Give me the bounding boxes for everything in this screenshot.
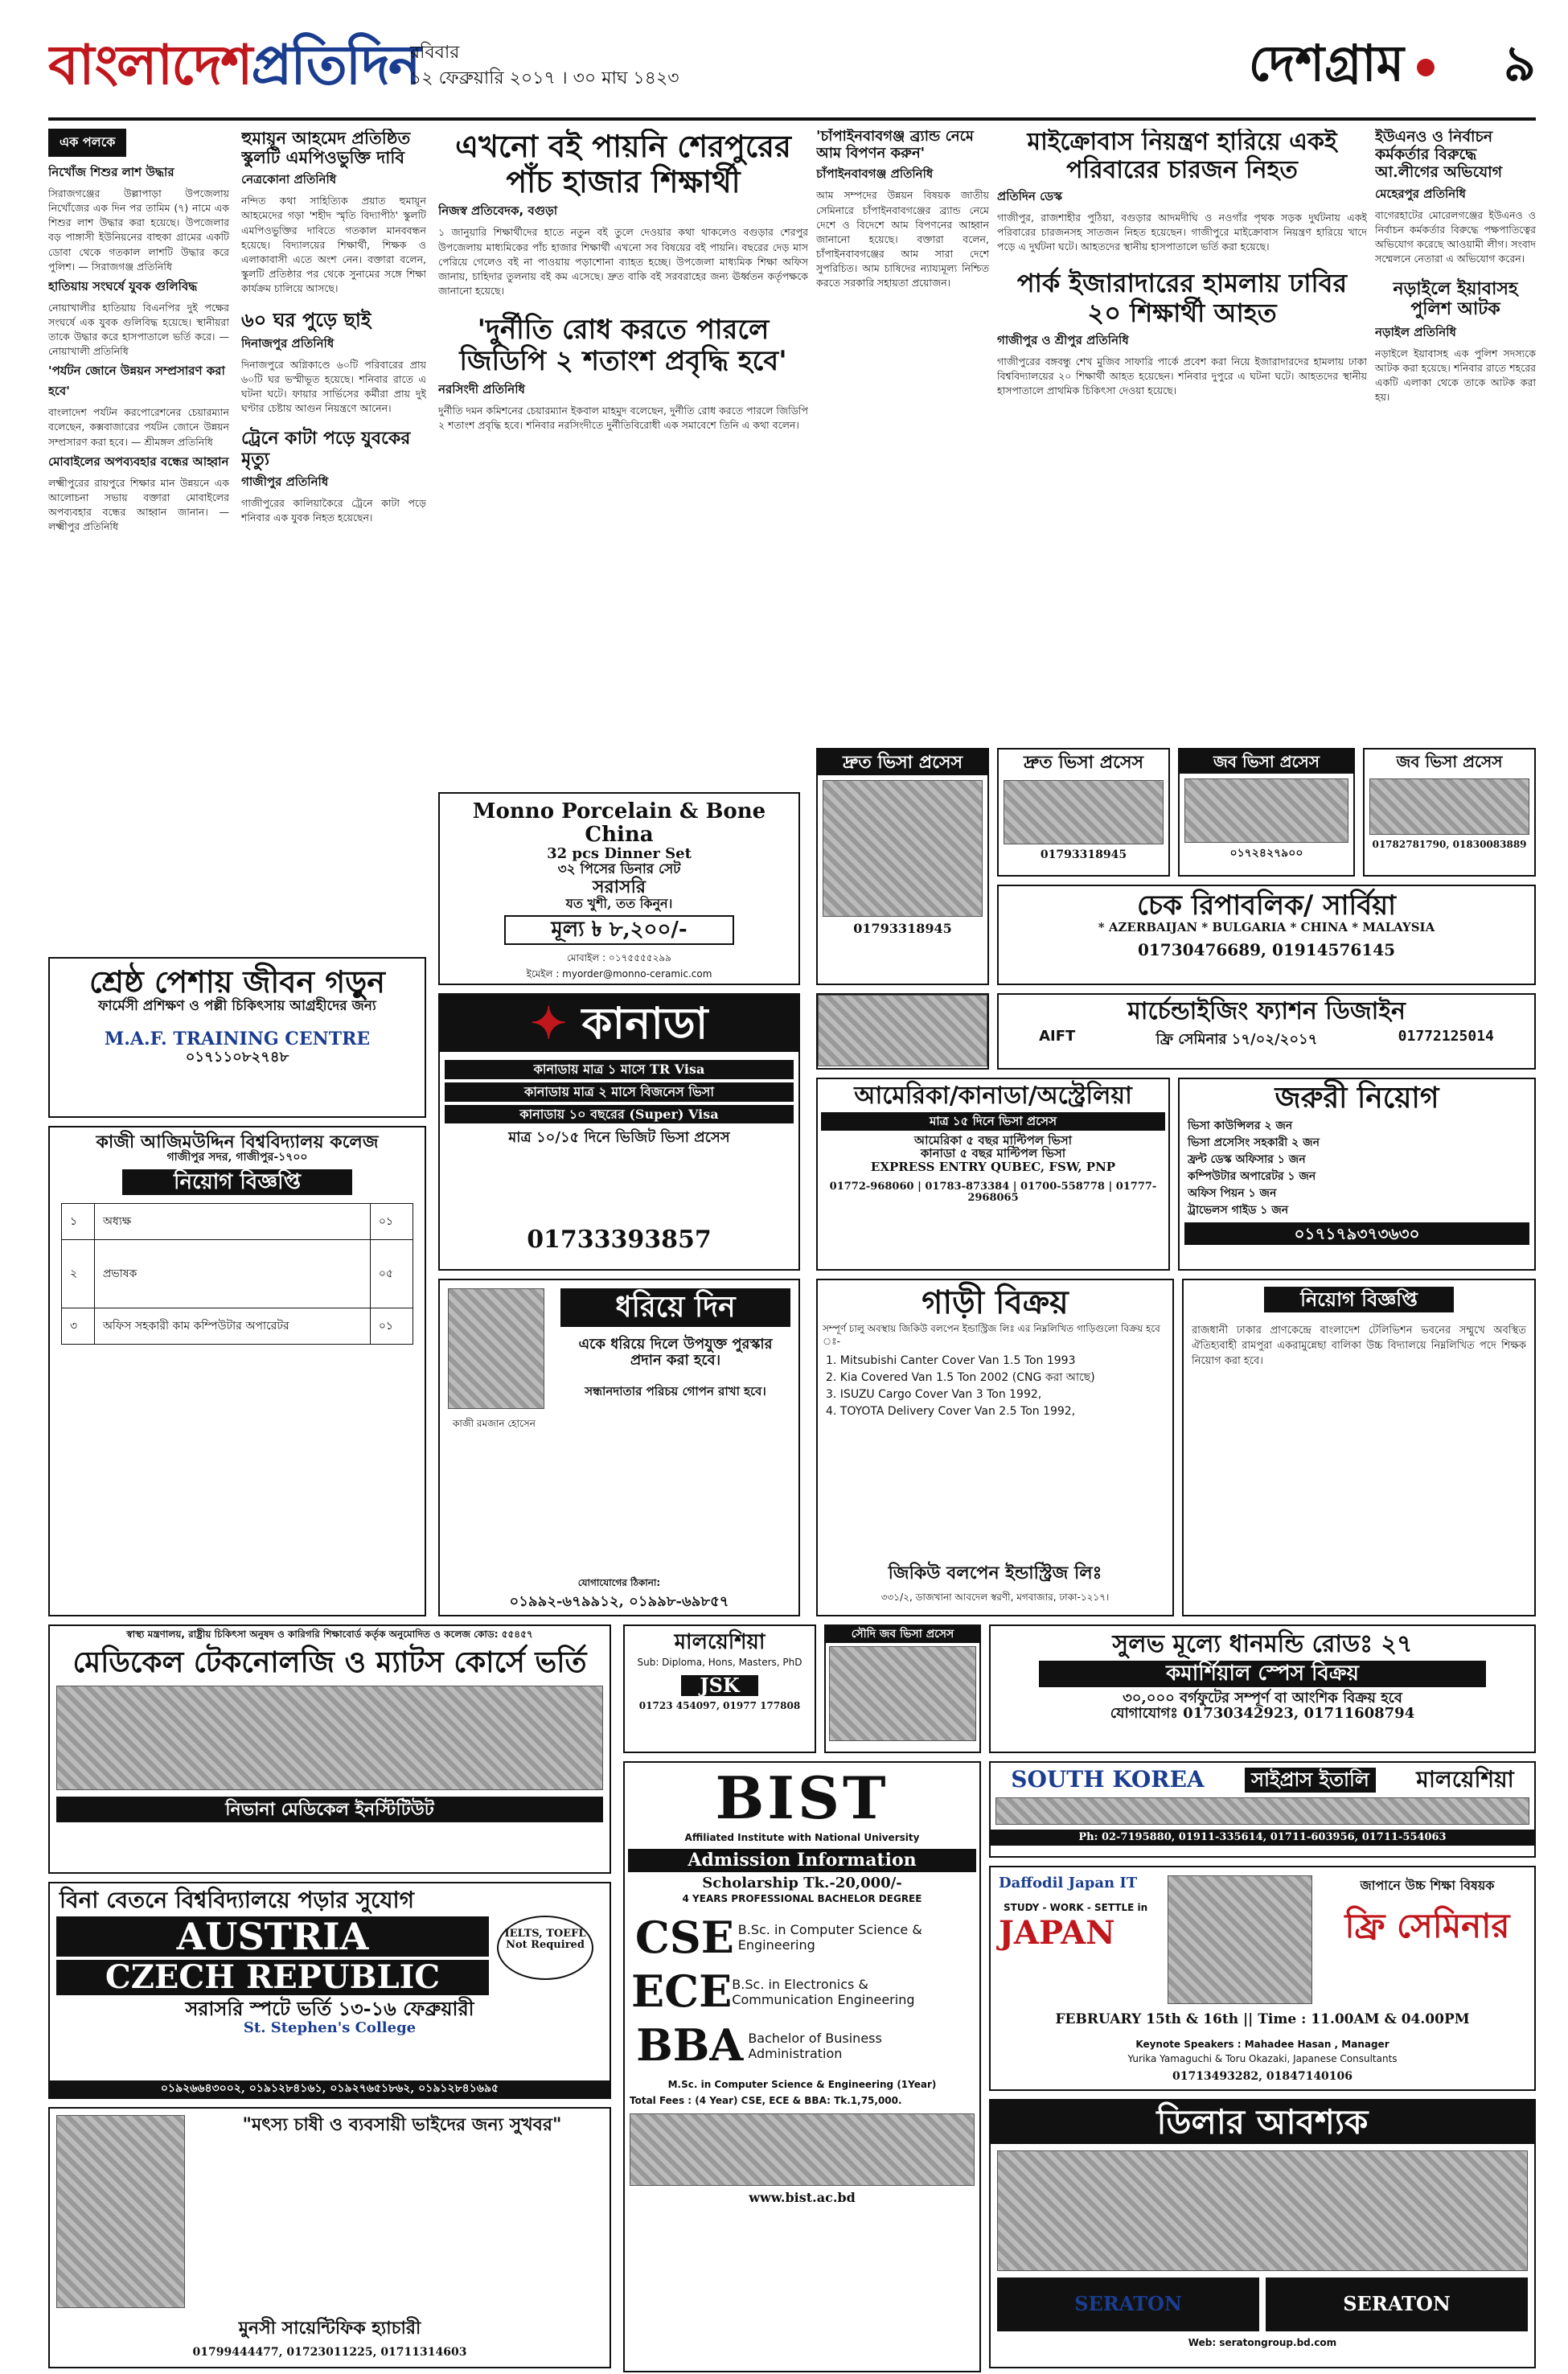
headline[interactable]: নড়াইলে ইয়াবাসহ পুলিশ আটক (1393, 278, 1518, 320)
table-row (61, 1308, 413, 1345)
ad-line: সরাসরি (593, 876, 646, 897)
table-cell: ১ (61, 1204, 94, 1240)
ad-details (997, 2150, 1528, 2271)
table-cell: ২ (61, 1240, 94, 1308)
ad-image (1004, 780, 1164, 844)
headline[interactable]: মাইক্রোবাস নিয়ন্ত্রণ হারিয়ে একই পরিবারের চারজন নিহত (1027, 129, 1337, 184)
ad-country: AUSTRIA (56, 1916, 489, 1957)
briefs-column (48, 129, 229, 941)
news-column-3 (438, 129, 808, 780)
program-row[interactable] (631, 1965, 973, 2017)
headline[interactable]: ৬০ ঘর পুড়ে ছাই (241, 308, 371, 332)
ad-title: গাড়ী বিক্রয় (922, 1284, 1069, 1321)
headline[interactable]: ইউএনও ও নির্বাচন কর্মকর্তার বিরুদ্ধে আ.লীগের অভিযোগ (1375, 129, 1503, 181)
byline: মেহেরপুর প্রতিনিধি (1375, 186, 1466, 201)
ad-address: ৩৩১/২, ডাজখানা আবদেল স্বরণী, মগবাজার, ঢাকা-১২১৭। (880, 1591, 1110, 1603)
ad-speakers: Keynote Speakers : Mahadee Hasan , Manager (1135, 2039, 1389, 2050)
ad-phone: 01713493282, 01847140106 (1172, 2069, 1353, 2083)
study-abroad-ad[interactable] (989, 1761, 1536, 1858)
job-line: কম্পিউটার অপারেটর ১ জন (1188, 1169, 1316, 1183)
pharmacy-training-ad[interactable] (48, 957, 426, 1118)
ad-line: যত খুশী, তত কিনুন। (565, 895, 673, 911)
ad-phone: ০১৯২৬৬৪৩০০২, ০১৯১২৮৪১৬১, ০১৯২৭৬৫১৮৬২, ০১৯১২৮৪১৬৯৫ (50, 2080, 610, 2097)
ad-title: আমেরিকা/কানাডা/অস্ট্রেলিয়া (854, 1082, 1132, 1110)
article-body: দিনাজপুরে অগ্নিকাণ্ডে ৬০টি পরিবারের প্রায় ৬০টি ঘর ভস্মীভূত হয়েছে। শনিবার রাতে এ ঘটনা ঘটে। ফায়ার সার্ভিসের কর্মীরা প্রায় দুই ঘণ্টার চেষ্টায় আগুন নিয়ন্ত্রণে আনেন। (241, 358, 426, 415)
ad-details (56, 1686, 603, 1790)
ad-org: AIFT (1039, 1028, 1076, 1045)
table-cell: অফিস সহকারী কাম কম্পিউটার অপারেটর (94, 1308, 370, 1345)
job-line: অফিস পিয়ন ১ জন (1188, 1186, 1277, 1200)
ad-intro: সম্পূর্ণ চালু অবস্থায় জিকিউ বলপেন ইন্ডাস্ট্রিজ লিঃ এর নিম্নলিখিত গাড়িগুলো বিক্রয় হবে ঃ- (823, 1323, 1160, 1348)
vehicle-sale-ad[interactable] (816, 1279, 1174, 1616)
ad-college: St. Stephen's College (243, 2019, 417, 2036)
ad-phone: 01799444477, 01723011225, 01711314603 (192, 2345, 467, 2359)
ad-brand: Monno Porcelain & Bone China (472, 799, 766, 847)
ad-visa-2[interactable] (997, 748, 1170, 877)
ad-area: ৩০,০০০ বর্গফুটের সম্পূর্ণ বা আংশিক বিক্রয় হবে (1123, 1689, 1402, 1707)
small-ad[interactable] (816, 993, 989, 1070)
ad-sub: একে ধরিয়ে দিলে উপযুক্ত পুরস্কার প্রদান করা হবে। (578, 1336, 773, 1369)
contact-label: যোগাযোগের ঠিকানা: (577, 1576, 661, 1588)
ad-title: ডিলার আবশ্যক (991, 2101, 1534, 2144)
ad-title: সুলভ মূল্যে ধানমন্ডি রোডঃ ২৭ (1112, 1630, 1413, 1658)
check-republic-ad[interactable] (997, 885, 1536, 985)
headline[interactable]: ট্রেনে কাটা পড়ে যুবকের মৃত্যু (241, 428, 411, 470)
byline: নিজস্ব প্রতিবেদক, বগুড়া (438, 203, 558, 219)
wanted-notice-ad[interactable] (438, 1279, 800, 1616)
news-column-6 (1375, 129, 1536, 740)
ad-country: SOUTH KOREA (1011, 1766, 1205, 1793)
ad-title: মালয়েশিয়া (674, 1630, 766, 1654)
ad-years: 4 YEARS PROFESSIONAL BACHELOR DEGREE (682, 1893, 922, 1905)
ad-visa-3[interactable] (1178, 748, 1355, 877)
ad-title: জব ভিসা প্রসেস (1396, 752, 1503, 771)
byline: দিনাজপুর প্রতিনিধি (241, 335, 335, 351)
logo-part1: বাংলাদেশ (48, 33, 252, 97)
ad-title: চেক রিপাবলিক/ সার্বিয়া (1136, 889, 1397, 922)
ad-phone: 01733393857 (527, 1226, 712, 1254)
product-image: SERATON (997, 2277, 1259, 2331)
brief-title: মোবাইলের অপব্যবহার বন্ধের আহ্বান (48, 454, 229, 469)
ad-title: কাজী আজিমউদ্দিন বিশ্ববিদ্যালয় কলেজ (96, 1132, 379, 1152)
ad-line: আমেরিকা ৫ বছর মাল্টিপল ভিসা (913, 1132, 1073, 1148)
ad-tag: STUDY - WORK - SETTLE in (1004, 1902, 1148, 1913)
ad-line: কানাডায় মাত্র ১ মাসে TR Visa (445, 1060, 794, 1079)
byline: গাজীপুর প্রতিনিধি (241, 474, 329, 489)
maple-leaf-icon: ✦ (530, 997, 567, 1049)
ad-phone: মোবাইল : ০১৭৫৫৫৫২৯৯ (567, 952, 671, 964)
headline[interactable]: 'দুর্নীতি রোধ করতে পারলে জিডিপি ২ শতাংশ প্রবৃদ্ধি হবে' (459, 314, 787, 378)
ad-org: নিভানা মেডিকেল ইনস্টিটিউট (56, 1797, 603, 1822)
ad-country: সাইপ্রাস ইতালি (1245, 1768, 1376, 1793)
ad-title: মেডিকেল টেকনোলজি ও ম্যাটস কোর্সে ভর্তি (72, 1645, 587, 1680)
byline: নরসিংদী প্রতিনিধি (438, 382, 525, 397)
page-number: ৯ (1503, 34, 1536, 92)
medical-technology-ad[interactable] (48, 1624, 611, 1874)
brief-body: সিরাজগঞ্জের উল্লাপাড়া উপজেলায় নিখোঁজের এক দিন পর তামিম (৭) নামে এক শিশুর লাশ উদ্ধার করা হয়েছে। উপজেলার বড় পাঙ্গাসী ইউনিয়নের বাহুকা গ্রামের একটি ডোবা থেকে গতকাল লাশটি উদ্ধার করে পুলিশ। — সিরাজগঞ্জ প্রতিনিধি (48, 187, 229, 273)
table-cell: ৩ (61, 1308, 94, 1345)
ad-phone: 01730476689, 01914576145 (1137, 939, 1396, 959)
bist-admission-ad[interactable] (623, 1761, 981, 2372)
ad-msc: M.Sc. in Computer Science & Engineering (1Year) (667, 2078, 937, 2090)
ad-phone: ০১৭১৭৯৩৭৩৬৩০ (1184, 1222, 1529, 1245)
ad-title: শ্রেষ্ঠ পেশায় জীবন গড়ুন (88, 963, 385, 1000)
product-image: SERATON (1266, 2277, 1528, 2331)
school-recruitment-ad[interactable] (1182, 1279, 1536, 1616)
ad-company: জিকিউ বলপেন ইন্ডাস্ট্রিজ লিঃ (888, 1562, 1102, 1583)
ad-image (818, 995, 987, 1066)
brief-body: বাংলাদেশ পর্যটন করপোরেশনের চেয়ারম্যান বলেছেন, কক্সবাজারের পর্যটন জোনে উন্নয়ন সম্প্রসারণ করা হবে। — শ্রীমঙ্গল প্রতিনিধি (48, 406, 229, 448)
article-body: নন্দিত কথা সাহিত্যিক প্রয়াত হুমায়ূন আহমেদের গড়া 'শহীদ স্মৃতি বিদ্যাপীঠ' স্কুলটি এমপিওভুক্তির দাবিতে গতকাল মানববন্ধন হয়েছে। বিদ্যালয়ের শিক্ষার্থী, শিক্ষক ও এলাকাবাসী এতে অংশ নেন। বক্তারা বলেন, স্কুলটি প্রতিষ্ঠার পর থেকে সুনামের সঙ্গে শিক্ষা কার্যক্রম চালিয়ে আসছে। (241, 195, 426, 295)
ad-line: কানাডায় মাত্র ২ মাসে বিজনেস ভিসা (445, 1082, 794, 1102)
program-row[interactable] (631, 1911, 973, 1963)
fish-hatchery-ad[interactable] (48, 2107, 611, 2368)
byline: নড়াইল প্রতিনিধি (1375, 324, 1456, 339)
ad-website[interactable]: Web: seratongroup.bd.com (1188, 2336, 1337, 2348)
ad-image (56, 2115, 185, 2308)
ad-phone: ০১৭১১০৮২৭৪৮ (185, 1048, 289, 1066)
ad-body (195, 2149, 601, 2294)
ad-line: 32 pcs Dinner Set (547, 845, 692, 863)
article-body: দুর্নীতি দমন কমিশনের চেয়ারম্যান ইকবাল মাহমুদ বলেছেন, দুর্নীতি রোধ করতে পারলে জিডিপি ২ শতাংশ প্রবৃদ্ধি হবে। শনিবার নরসিংদীতে দুর্নীতিবিরোধী এক সমাবেশে তিনি এ কথা বলেন। (438, 405, 808, 432)
section-title: দেশগ্রাম (1249, 26, 1447, 109)
program-name: Bachelor of Business Administration (748, 2031, 882, 2062)
brief-title: নিখোঁজ শিশুর লাশ উদ্ধার (48, 165, 174, 179)
ad-image (1369, 778, 1529, 835)
ad-details (630, 2113, 975, 2186)
ad-title: দ্রুত ভিসা প্রসেস (1023, 752, 1144, 773)
headline[interactable]: 'চাঁপাইনবাবগঞ্জ ব্র্যান্ড নেমে আম বিপণন করুন' (816, 129, 974, 162)
ad-phone: 01772125014 (1398, 1028, 1494, 1045)
canada-visa-ad[interactable] (438, 993, 800, 1271)
job-line: ফ্রন্ট ডেস্ক অফিসার ১ জন (1188, 1152, 1306, 1166)
ad-title: নিয়োগ বিজ্ঞপ্তি (1264, 1287, 1454, 1312)
ad-phone: 01793318945 (853, 921, 952, 937)
ad-scholarship: Scholarship Tk.-20,000/- (702, 1874, 902, 1891)
ad-sub: সরাসরি স্পটে ভর্তি ১৩-১৬ ফেব্রুয়ারী (185, 1997, 474, 2021)
table-cell: ০১ (370, 1308, 413, 1345)
austria-study-ad[interactable] (48, 1882, 611, 2099)
ad-details (995, 1797, 1529, 1825)
ad-country: JAPAN (999, 1914, 1115, 1952)
ad-cluster-1[interactable] (816, 748, 989, 985)
ad-website[interactable]: www.bist.ac.bd (749, 2190, 856, 2206)
logo-part2: প্রতিদিন (251, 33, 420, 97)
saudi-visa-ad[interactable] (824, 1624, 981, 1753)
ad-title: জরুরী নিয়োগ (1275, 1081, 1439, 1115)
america-visa-ad[interactable] (816, 1078, 1170, 1271)
ad-phone: ০১৯৯২-৬৭৯৯১২, ০১৯৯৮-৬৯৮৫৭ (509, 1593, 729, 1611)
job-line: ভিসা প্রসেসিং সহকারী ২ জন (1188, 1136, 1320, 1149)
ad-visa-4[interactable] (1363, 748, 1536, 877)
byline: নেত্রকোনা প্রতিনিধি (241, 172, 337, 187)
ad-countries: * AZERBAIJAN * BULGARIA * CHINA * MALAYSIA (1098, 920, 1435, 935)
fashion-design-ad[interactable] (997, 993, 1536, 1070)
day-label: রবিবার (410, 43, 460, 63)
byline: গাজীপুর ও শ্রীপুর প্রতিনিধি (997, 332, 1129, 347)
news-column-4 (816, 129, 989, 740)
article-body: গাজীপুরের বঙ্গবন্ধু শেখ মুজিব সাফারি পার্কে প্রবেশ করা নিয়ে ইজারাদারদের হামলায় ঢাকা বিশ্ববিদ্যালয়ের ২০ শিক্ষার্থী আহত হয়েছেন। শনিবার দুপুরে এ ঘটনা ঘটে। আহতদের স্থানীয় হাসপাতালে প্রাথমিক চিকিৎসা দেওয়া হয়েছে। (997, 355, 1367, 397)
table-cell: ০৫ (370, 1240, 413, 1308)
ad-org: M.A.F. TRAINING CENTRE (104, 1029, 371, 1050)
commercial-space-ad[interactable] (989, 1624, 1536, 1753)
ad-org: JSK (681, 1675, 758, 1696)
ad-line: কানাডা ৫ বছর মাল্টিপল ভিসা (920, 1146, 1066, 1160)
article-body: নড়াইলে ইয়াবাসহ এক পুলিশ সদস্যকে আটক করা হয়েছে। শনিবার রাতে শহরের একটি এলাকা থেকে তাকে আটক করা হয়। (1375, 347, 1536, 403)
ad-country: মালয়েশিয়া (1416, 1766, 1514, 1793)
ad-line: EXPRESS ENTRY QUBEC, FSW, PNP (870, 1159, 1116, 1174)
ad-title: ধরিয়ে দিন (560, 1288, 790, 1327)
table-cell: ০১ (370, 1204, 413, 1240)
ad-org: Daffodil Japan IT (999, 1875, 1138, 1891)
byline: প্রতিদিন ডেস্ক (997, 189, 1063, 203)
dealer-wanted-ad[interactable] (989, 2099, 1536, 2368)
japan-seminar-ad[interactable] (989, 1866, 1536, 2091)
ad-title: "মৎস্য চাষী ও ব্যবসায়ী ভাইদের জন্য সুখবর" (242, 2114, 562, 2135)
ad-phone: 01793318945 (1040, 848, 1127, 862)
ad-top: জাপানে উচ্চ শিক্ষা বিষয়ক (1360, 1878, 1495, 1893)
ad-brand: BIST (715, 1764, 889, 1832)
ad-affiliation: Affiliated Institute with National University (684, 1832, 920, 1844)
ad-image (823, 780, 983, 917)
ad-sub: ফার্মেসী প্রশিক্ষণ ও পল্লী চিকিৎসায় আগ্রহীদের জন্য (98, 997, 376, 1014)
table-row (61, 1204, 413, 1240)
ad-image (1184, 778, 1348, 843)
ad-top: বিনা বেতনে বিশ্ববিদ্যালয়ে পড়ার সুযোগ (60, 1887, 414, 1913)
program-code: ECE (631, 1965, 733, 2017)
ad-phone: 01782781790, 01830083889 (1372, 839, 1527, 850)
list-item: 3. ISUZU Cargo Cover Van 3 Ton 1992, (826, 1388, 1042, 1402)
ad-title: ফ্রি সেমিনার (1344, 1906, 1510, 1945)
ad-phone: যোগাযোগঃ 01730342923, 01711608794 (1110, 1705, 1415, 1723)
ad-title: ✦ কানাডা (440, 995, 798, 1052)
ad-top: স্বাস্থ্য মন্ত্রণালয়, রাষ্ট্রীয় চিকিৎসা অনুষদ ও কারিগরি শিক্ষাবোর্ড কর্তৃক অনুমোদিত ও কলেজ কোড: ৫৫৪৫৭ (126, 1629, 533, 1640)
headline[interactable]: হুমায়ূন আহমেদ প্রতিষ্ঠিত স্কুলটি এমপিওভুক্তি দাবি (241, 129, 411, 168)
list-item: 1. Mitsubishi Canter Cover Van 1.5 Ton 1993 (826, 1354, 1076, 1368)
news-column-5 (997, 129, 1367, 740)
graduates-photo (1168, 1875, 1312, 2004)
notice-title: নিয়োগ বিজ্ঞপ্তি (122, 1169, 352, 1196)
ad-seminar: ফ্রি সেমিনার ১৭/০২/২০১৭ (1155, 1031, 1318, 1048)
malaysia-ad[interactable] (623, 1624, 816, 1753)
ad-title: জব ভিসা প্রসেস (1180, 750, 1353, 774)
table-cell: অধ্যক্ষ (94, 1204, 370, 1240)
briefs-tag: এক পলকে (48, 129, 126, 157)
brief-body: লক্ষ্মীপুরের রায়পুরে শিক্ষার মান উন্নয়নে এক আলোচনা সভায় বক্তারা মোবাইলের অপব্যবহার বন্ধের আহ্বান জানান। — লক্ষ্মীপুর প্রতিনিধি (48, 476, 229, 532)
ad-line: মাত্র ১৫ দিনে ভিসা প্রসেস (821, 1112, 1165, 1131)
program-row[interactable] (631, 2019, 973, 2072)
headline[interactable]: পার্ক ইজারাদারের হামলায় ঢাবির ২০ শিক্ষার্থী আহত (1016, 268, 1348, 329)
brief-body: নোয়াখালীর হাতিয়ায় বিএনপির দুই পক্ষের সংঘর্ষে এক যুবক গুলিবিদ্ধ হয়েছে। স্থানীয়রা তাকে উদ্ধার করে হাসপাতালে ভর্তি করে। — নোয়াখালী প্রতিনিধি (48, 301, 229, 358)
ad-phone: ০১৭২৪২৭৯০০ (1229, 847, 1303, 860)
ad-email: ইমেইল : myorder@monno-ceramic.com (526, 968, 712, 980)
article-body: গাজীপুর, রাজশাহীর পুঠিয়া, বগুড়ার আদমদীঘি ও নওগাঁর পৃথক সড়ক দুর্ঘটনায় একই পরিবারের চারজনসহ সাতজন নিহত হয়েছেন। গাজীপুরে মাইক্রোবাস নিয়ন্ত্রণ হারিয়ে খাদে পড়ে এ দুর্ঘটনা ঘটে। আহতদের স্থানীয় হাসপাতালে ভর্তি করা হয়েছে। (997, 212, 1367, 253)
brief-title: হাতিয়ায় সংঘর্ষে যুবক গুলিবিদ্ধ (48, 278, 198, 294)
byline: চাঁপাইনবাবগঞ্জ প্রতিনিধি (816, 166, 934, 182)
ad-phone: 01723 454097, 01977 177808 (638, 1700, 801, 1712)
headline[interactable]: এখনো বই পায়নি শেরপুরের পাঁচ হাজার শিক্ষার্থী (455, 129, 791, 199)
ad-speakers-2: Yurika Yamaguchi & Toru Okazaki, Japanese Consultants (1127, 2053, 1398, 2064)
ad-org: মুনসী সায়েন্টিফিক হ্যাচারী (238, 2317, 421, 2339)
ad-sub: কমার্শিয়াল স্পেস বিক্রয় (1039, 1661, 1486, 1687)
ad-admission: Admission Information (628, 1849, 976, 1871)
ielts-badge: IELTS, TOEFL Not Required (497, 1916, 593, 1980)
article-body: বাগেরহাটের মোরেলগঞ্জের ইউএনও ও নির্বাচন কর্মকর্তার বিরুদ্ধে পক্ষপাতিত্বের অভিযোগ করেছে আওয়ামী লীগ। সংবাদ সম্মেলনে নেতারা এ অভিযোগ করেন। (1375, 208, 1536, 265)
ad-image (829, 1646, 976, 1741)
ad-title: মার্চেন্ডাইজিং ফ্যাশন ডিজাইন (1127, 997, 1406, 1025)
list-item: 4. TOYOTA Delivery Cover Van 2.5 Ton 1992, (826, 1405, 1076, 1419)
brief-title: 'পর্যটন জোনে উন্নয়ন সম্প্রসারণ করা হবে' (48, 363, 225, 399)
article-body: গাজীপুরের কালিয়াকৈরে ট্রেনে কাটা পড়ে শনিবার এক যুবক নিহত হয়েছেন। (241, 496, 426, 524)
masthead (48, 8, 1536, 121)
urgent-recruitment-ad[interactable] (1178, 1078, 1536, 1271)
ad-title: দ্রুত ভিসা প্রসেস (818, 750, 987, 775)
ad-right: মাত্র ১০/১৫ দিনে ভিজিট ভিসা প্রসেস (508, 1129, 730, 1147)
monno-ad[interactable] (438, 792, 800, 985)
program-name: B.Sc. in Electronics & Communication Engineering (732, 1976, 915, 2007)
table-cell: প্রভাষক (94, 1240, 370, 1308)
suspect-photo (448, 1288, 544, 1409)
ad-price: মূল্য ৳ ৮,২০০/- (504, 915, 734, 945)
ad-body: রাজধানী ঢাকার প্রাণকেন্দ্রে বাংলাদেশ টেলিভিশন ভবনের সম্মুখে অবস্থিত ঐতিহ্যবাহী রামপুরা একরামুন্নেছা বালিকা উচ্চ বিদ্যালয়ে নিম্নলিখিত পদে শিক্ষক নিয়োগ করা হবে। (1192, 1325, 1526, 1368)
dateline (410, 40, 679, 92)
ad-phone: Ph: 02-7195880, 01911-335614, 01711-603956, 01711-554063 (991, 1830, 1534, 1846)
date-label: ১২ ফেব্রুয়ারি ২০১৭ । ৩০ মাঘ ১৪২৩ (410, 68, 679, 88)
table-row (61, 1240, 413, 1308)
red-dot-icon (1417, 59, 1435, 76)
ad-phone: 01772-968060 | 01783-873384 | 01700-558778 | 01777-2968065 (829, 1181, 1157, 1205)
ad-country: CZECH REPUBLIC (56, 1960, 489, 1995)
article-body: ১ জানুয়ারি শিক্ষার্থীদের হাতে নতুন বই তুলে দেওয়ার কথা থাকলেও বগুড়ার শেরপুর উপজেলায় মাধ্যমিকের পাঁচ হাজার শিক্ষার্থী এখনো সব বিষয়ের বই পায়নি। বছরের দেড় মাস পেরিয়ে গেলেও বই না পাওয়ায় পড়াশোনা ব্যাহত হচ্ছে। উপজেলা মাধ্যমিক শিক্ষা অফিস জানায়, চাহিদার তুলনায় বই কম এসেছে। দ্রুত বাকি বই সরবরাহের জন্য ঊর্ধ্বতন কর্তৃপক্ষকে জানানো হয়েছে। (438, 226, 808, 297)
job-line: ভিসা কাউন্সিলর ২ জন (1188, 1119, 1293, 1132)
ad-note: সন্ধানদাতার পরিচয় গোপন রাখা হবে। (585, 1384, 766, 1399)
ad-sub: Sub: Diploma, Hons, Masters, PhD (637, 1656, 802, 1668)
program-name: B.Sc. in Computer Science & Engineering (737, 1922, 922, 1953)
suspect-name: কাজী রমজান হোসেন (453, 1418, 536, 1429)
posts-table (61, 1203, 413, 1345)
newspaper-logo[interactable] (48, 23, 420, 114)
program-code: BBA (636, 2019, 744, 2072)
ad-fees: Total Fees : (4 Year) CSE, ECE & BBA: Tk.1,75,000. (630, 2094, 902, 2106)
program-code: CSE (634, 1911, 734, 1963)
ad-line: কানাডায় ১০ বছরের (Super) Visa (445, 1105, 794, 1124)
ad-title: সৌদি জব ভিসা প্রসেস (826, 1626, 979, 1643)
list-item: 2. Kia Covered Van 1.5 Ton 2002 (CNG করা আছে) (826, 1371, 1095, 1385)
news-column-2 (241, 129, 426, 941)
ad-dates: FEBRUARY 15th & 16th || Time : 11.00AM & 04.00PM (1055, 2011, 1470, 2027)
article-body: আম সম্পদের উন্নয়ন বিষয়ক জাতীয় সেমিনারে চাঁপাইনবাবগঞ্জের ব্র্যান্ড নেমে দেশে ও বিদেশে আম বিপণনের আহ্বান জানানো হয়েছে। বক্তারা বলেন, চাঁপাইনবাবগঞ্জের আম সারা দেশে সুপরিচিত। আম চাষিদের ন্যায্যমূল্য নিশ্চিত করতে সরকারি সহায়তা প্রয়োজন। (816, 189, 989, 290)
job-line: ট্রাভেলস গাইড ১ জন (1188, 1203, 1289, 1217)
college-recruitment-ad[interactable] (48, 1126, 426, 1616)
ad-sub: গাজীপুর সদর, গাজীপুর-১৭০০ (166, 1151, 308, 1164)
ad-line: ৩২ পিসের ডিনার সেট (557, 860, 681, 877)
